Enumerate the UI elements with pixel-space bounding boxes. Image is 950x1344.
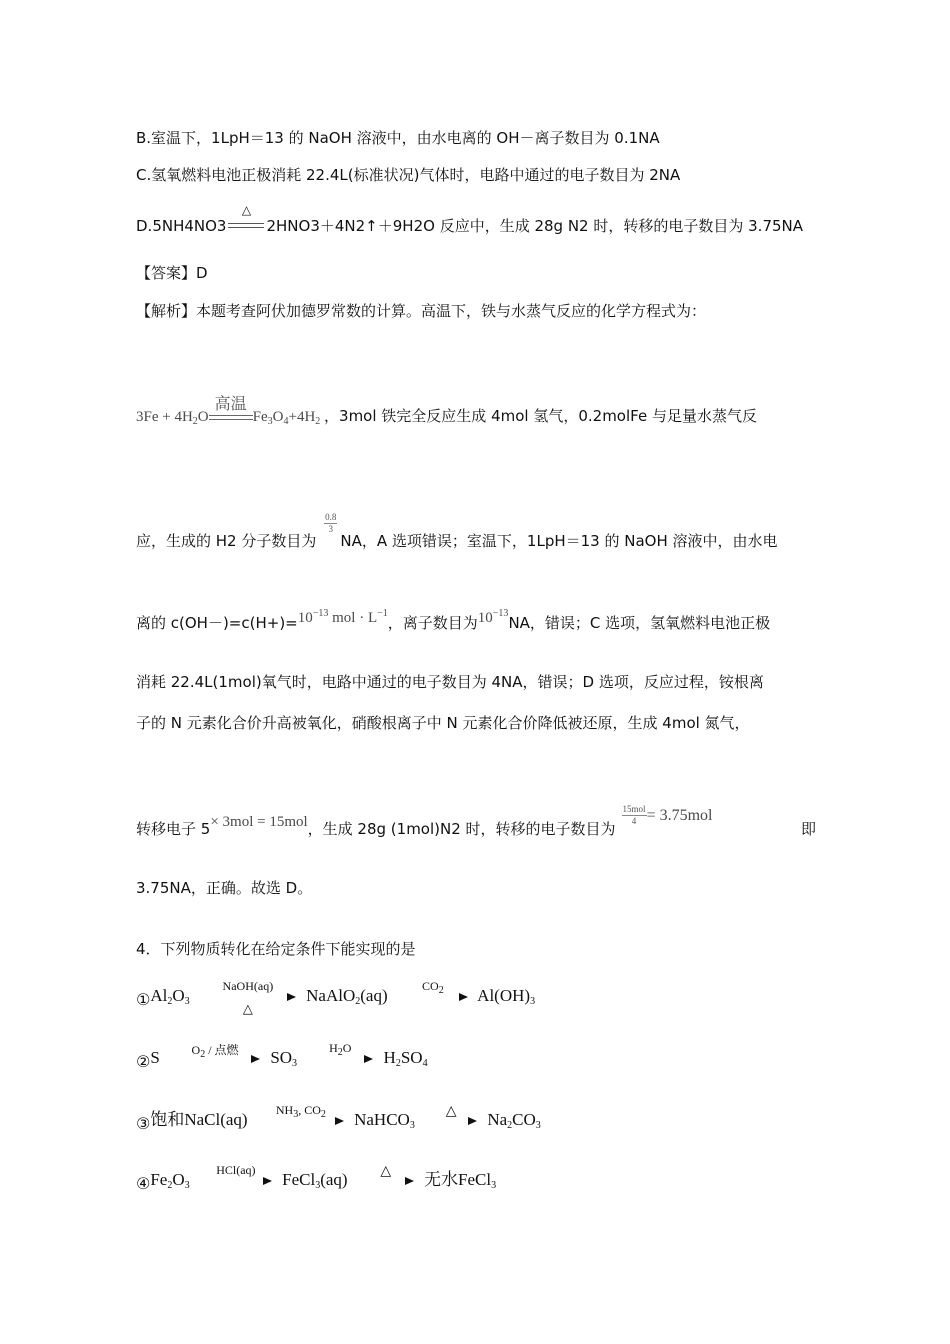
- option-b: B.室温下，1LpH＝13 的 NaOH 溶液中，由水电离的 OH－离子数目为 0.1NA: [136, 129, 660, 147]
- analysis-line-3: 应，生成的 H2 分子数目为 $\frac{0.8}{3}$ NA，A 选项错误；室温下，1LpH＝13 的 NaOH 溶液中，由水电: [136, 512, 778, 550]
- option-c: C.氢氧燃料电池正极消耗 22.4L(标准状况)气体时，电路中通过的电子数目为 2NA: [136, 166, 681, 184]
- analysis-line-7: 转移电子 5× 3mol = 15mol，生成 28g (1mol)N2 时，转移的电子数目为 $\frac{\text{15mol}}{4}$ = 3.75mol 即: [136, 804, 816, 838]
- analysis-line-4: 离的 $c(OH-)=c(H+)=10^{-13}$ mol · $L^{-1}$，离子数目为$10^{-13}NA$，错误；C 选项，氢氧燃料电池正极: [136, 608, 771, 632]
- electron-transfer-calc: × 3mol = 15mol: [210, 814, 308, 830]
- fraction-0-8-over-3: $\frac{0.8}{3}$: [325, 512, 337, 534]
- concentration-value: $10^{-13}$ mol · $L^{-1}$: [297, 608, 388, 626]
- analysis-line-5: 消耗 22.4L(1mol)氧气时，电路中通过的电子数目为 4NA，错误；D 选项，反应过程，铵根离: [136, 673, 764, 691]
- reaction-4: $④Fe_2O_3$ HCl(aq) FeCl$_3$(aq) △ 无水FeCl$_3$: [136, 1163, 497, 1193]
- reaction-3: ③饱和NaCl(aq) $NH_3$, $CO_2$ NaHCO$_3$ △ $Na_2CO_3$: [136, 1103, 541, 1133]
- electron-count-expression: $\frac{\text{15mol}}{4}$ = 3.75mol: [622, 804, 713, 826]
- question-4-stem: 4．下列物质转化在给定条件下能实现的是: [136, 940, 416, 958]
- option-d-prefix: D.5NH4NO3: [136, 217, 227, 235]
- analysis-line-8: 3.75NA，正确。故选 D。: [136, 879, 313, 897]
- analysis-p2: ，3mol 铁完全反应生成 4mol 氢气，0.2molFe 与足量水蒸气反: [324, 407, 757, 425]
- option-d-condition-arrow: [228, 202, 264, 231]
- fe-water-equation: $3Fe + 4H_2O$ 高温 $Fe_3O_4+4H_2$: [136, 393, 321, 427]
- option-d-suffix: 2HNO3＋4N2↑＋9H2O 反应中，生成 28g N2 时，转移的电子数目为 3.75NA: [266, 217, 804, 235]
- high-temp-condition: 高温: [209, 415, 253, 421]
- ion-count-value: $10^{-13}$: [477, 608, 509, 626]
- reaction-1: $①Al_2O_3$ NaOH(aq) △ NaAlO$_2$(aq) $CO_2$ $Al(OH)_3$: [136, 979, 536, 1017]
- analysis-equation-line: [136, 393, 757, 427]
- answer: 【答案】D: [136, 264, 208, 282]
- analysis-line-6: 子的 N 元素化合价升高被氧化，硝酸根离子中 N 元素化合价降低被还原，生成 4mol 氮气，: [136, 714, 750, 732]
- reaction-2: ②S $O_2$ / 点燃 $SO_3$ $H_2O$ $H_2SO_4$: [136, 1041, 428, 1071]
- analysis-intro: 【解析】本题考查阿伏加德罗常数的计算。高温下，铁与水蒸气反应的化学方程式为：: [136, 302, 707, 320]
- option-d: [136, 202, 804, 236]
- option-d-condition: △: [241, 202, 252, 217]
